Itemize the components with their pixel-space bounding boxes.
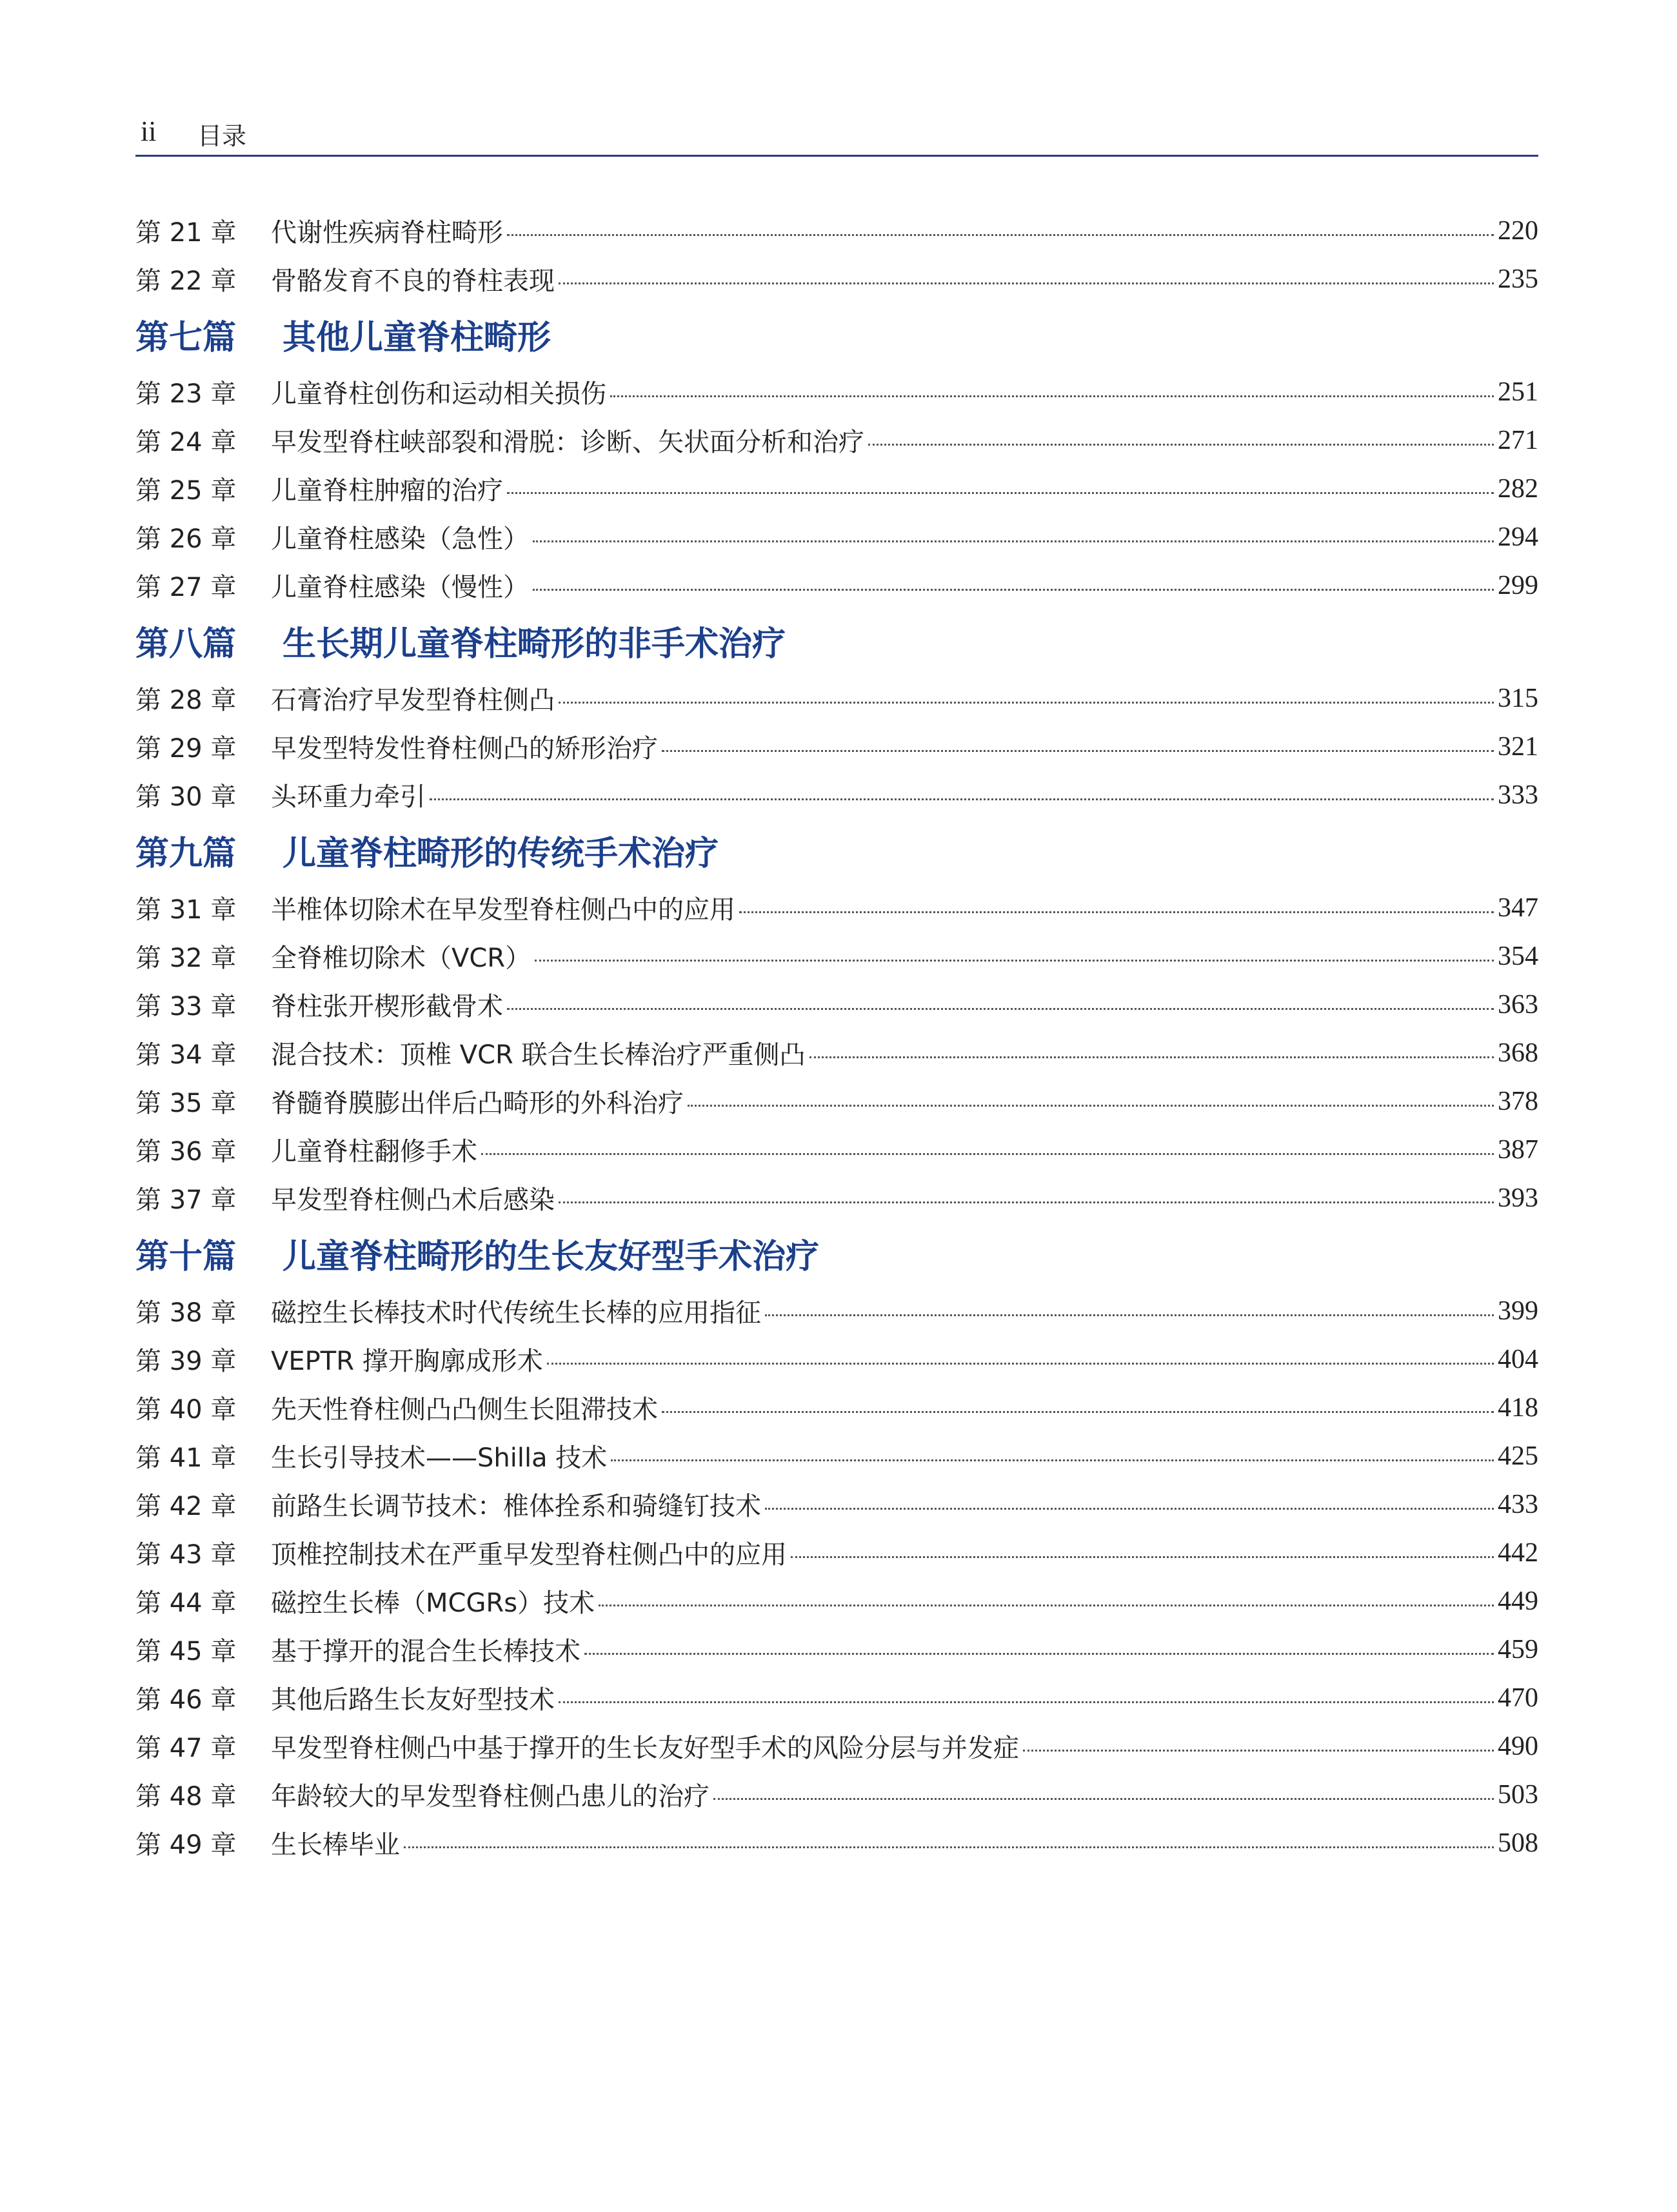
toc-entry[interactable] <box>135 1770 1538 1819</box>
page-ref: 418 <box>1498 1392 1538 1423</box>
chapter-label: 第 48 章 <box>135 1782 237 1812</box>
chapter-label: 第 34 章 <box>135 1040 237 1070</box>
toc-entry[interactable] <box>135 464 1538 513</box>
chapter-title: 前路生长调节技术：椎体拴系和骑缝钉技术 <box>271 1492 761 1521</box>
dot-leader <box>507 1008 1494 1010</box>
chapter-label: 第 32 章 <box>135 943 237 973</box>
chapter-title: 全脊椎切除术（VCR） <box>271 943 531 973</box>
chapter-label: 第 43 章 <box>135 1540 237 1570</box>
toc-entry[interactable] <box>135 1722 1538 1770</box>
chapter-title: 儿童脊柱感染（急性） <box>271 524 529 554</box>
chapter-title: 年龄较大的早发型脊柱侧凸患儿的治疗 <box>271 1782 710 1812</box>
toc-entry[interactable] <box>135 1577 1538 1625</box>
chapter-title: 代谢性疾病脊柱畸形 <box>271 218 503 248</box>
page-ref: 294 <box>1498 522 1538 552</box>
dot-leader <box>1023 1750 1494 1752</box>
chapter-label: 第 29 章 <box>135 734 237 764</box>
chapter-label: 第 21 章 <box>135 218 237 248</box>
page-ref: 315 <box>1498 683 1538 713</box>
chapter-label: 第 22 章 <box>135 266 237 296</box>
dot-leader <box>765 1314 1494 1316</box>
toc-entry[interactable] <box>135 1125 1538 1174</box>
page-ref: 508 <box>1498 1828 1538 1858</box>
page-number: ii <box>141 115 157 147</box>
page-ref: 503 <box>1498 1779 1538 1810</box>
chapter-label: 第 47 章 <box>135 1733 237 1763</box>
toc-entry[interactable] <box>135 513 1538 561</box>
page-ref: 425 <box>1498 1441 1538 1471</box>
toc-entry[interactable] <box>135 771 1538 819</box>
chapter-title: 生长棒毕业 <box>271 1830 400 1860</box>
dot-leader <box>610 395 1494 397</box>
page-ref: 282 <box>1498 473 1538 504</box>
part-heading <box>135 306 1538 368</box>
toc-section <box>135 206 1538 303</box>
chapter-title: 早发型脊柱侧凸术后感染 <box>271 1185 555 1215</box>
chapter-title: 基于撑开的混合生长棒技术 <box>271 1637 580 1666</box>
toc-entry[interactable] <box>135 980 1538 1029</box>
dot-leader <box>430 798 1494 800</box>
chapter-label: 第 28 章 <box>135 686 237 715</box>
dot-leader <box>533 589 1494 591</box>
chapter-label: 第 33 章 <box>135 992 237 1022</box>
chapter-title: 早发型脊柱峡部裂和滑脱：诊断、矢状面分析和治疗 <box>271 428 864 457</box>
dot-leader <box>584 1653 1494 1655</box>
chapter-label: 第 39 章 <box>135 1347 237 1376</box>
toc-section <box>135 1225 1538 1867</box>
dot-leader <box>535 960 1494 962</box>
toc-entry[interactable] <box>135 722 1538 771</box>
chapter-label: 第 24 章 <box>135 428 237 457</box>
toc-entry[interactable] <box>135 206 1538 255</box>
page-ref: 470 <box>1498 1683 1538 1713</box>
chapter-label: 第 26 章 <box>135 524 237 554</box>
part-heading <box>135 822 1538 884</box>
chapter-title: 骨骼发育不良的脊柱表现 <box>271 266 555 296</box>
part-label: 第七篇 <box>135 319 237 357</box>
dot-leader <box>765 1508 1494 1510</box>
chapter-label: 第 45 章 <box>135 1637 237 1666</box>
chapter-title: 脊柱张开楔形截骨术 <box>271 992 503 1022</box>
chapter-label: 第 38 章 <box>135 1298 237 1328</box>
dot-leader <box>507 492 1494 494</box>
chapter-label: 第 35 章 <box>135 1089 237 1118</box>
toc-entry[interactable] <box>135 932 1538 980</box>
toc-entry[interactable] <box>135 1383 1538 1432</box>
chapter-title: VEPTR 撑开胸廓成形术 <box>271 1347 543 1376</box>
toc-entry[interactable] <box>135 1335 1538 1383</box>
part-heading <box>135 612 1538 674</box>
toc-entry[interactable] <box>135 368 1538 416</box>
page-ref: 321 <box>1498 731 1538 762</box>
toc-entry[interactable] <box>135 884 1538 932</box>
page-ref: 393 <box>1498 1183 1538 1213</box>
chapter-title: 磁控生长棒技术时代传统生长棒的应用指征 <box>271 1298 761 1328</box>
page-ref: 235 <box>1498 264 1538 294</box>
page-ref: 220 <box>1498 215 1538 246</box>
chapter-title: 儿童脊柱肿瘤的治疗 <box>271 476 503 506</box>
dot-leader <box>559 702 1494 704</box>
chapter-label: 第 31 章 <box>135 895 237 925</box>
toc-entry[interactable] <box>135 1174 1538 1222</box>
page-ref: 404 <box>1498 1344 1538 1374</box>
toc-section <box>135 306 1538 609</box>
dot-leader <box>611 1459 1494 1461</box>
toc-entry[interactable] <box>135 674 1538 722</box>
chapter-title: 儿童脊柱创伤和运动相关损伤 <box>271 379 606 409</box>
toc-entry[interactable] <box>135 1625 1538 1674</box>
toc-entry[interactable] <box>135 1674 1538 1722</box>
page-ref: 490 <box>1498 1731 1538 1761</box>
chapter-label: 第 42 章 <box>135 1492 237 1521</box>
chapter-title: 儿童脊柱翻修手术 <box>271 1137 477 1167</box>
chapter-label: 第 49 章 <box>135 1830 237 1860</box>
dot-leader <box>809 1056 1494 1058</box>
header-title: 目录 <box>197 122 247 150</box>
table-of-contents <box>135 206 1538 1867</box>
chapter-label: 第 23 章 <box>135 379 237 409</box>
chapter-title: 早发型特发性脊柱侧凸的矫形治疗 <box>271 734 658 764</box>
dot-leader <box>791 1556 1494 1558</box>
toc-entry[interactable] <box>135 1819 1538 1867</box>
chapter-title: 石膏治疗早发型脊柱侧凸 <box>271 686 555 715</box>
toc-entry[interactable] <box>135 1432 1538 1480</box>
chapter-label: 第 27 章 <box>135 573 237 602</box>
page-ref: 459 <box>1498 1634 1538 1664</box>
page-header <box>135 110 1538 157</box>
part-title: 儿童脊柱畸形的生长友好型手术治疗 <box>283 1238 820 1276</box>
part-title: 其他儿童脊柱畸形 <box>283 319 551 357</box>
chapter-label: 第 36 章 <box>135 1137 237 1167</box>
dot-leader <box>662 1411 1494 1413</box>
page-ref: 271 <box>1498 425 1538 455</box>
chapter-title: 头环重力牵引 <box>271 782 426 812</box>
toc-entry[interactable] <box>135 1480 1538 1528</box>
chapter-title: 早发型脊柱侧凸中基于撑开的生长友好型手术的风险分层与并发症 <box>271 1733 1019 1763</box>
chapter-title: 混合技术：顶椎 VCR 联合生长棒治疗严重侧凸 <box>271 1040 806 1070</box>
page-ref: 251 <box>1498 377 1538 407</box>
page-ref: 299 <box>1498 570 1538 600</box>
chapter-label: 第 30 章 <box>135 782 237 812</box>
toc-section <box>135 612 1538 819</box>
toc-entry[interactable] <box>135 255 1538 303</box>
page-ref: 433 <box>1498 1489 1538 1519</box>
chapter-title: 半椎体切除术在早发型脊柱侧凸中的应用 <box>271 895 735 925</box>
dot-leader <box>547 1363 1494 1365</box>
chapter-title: 儿童脊柱感染（慢性） <box>271 573 529 602</box>
part-heading <box>135 1225 1538 1287</box>
chapter-label: 第 44 章 <box>135 1588 237 1618</box>
page-ref: 449 <box>1498 1586 1538 1616</box>
chapter-title: 先天性脊柱侧凸凸侧生长阻滞技术 <box>271 1395 658 1425</box>
chapter-title: 顶椎控制技术在严重早发型脊柱侧凸中的应用 <box>271 1540 787 1570</box>
chapter-title: 其他后路生长友好型技术 <box>271 1685 555 1715</box>
dot-leader <box>713 1798 1494 1800</box>
chapter-label: 第 41 章 <box>135 1443 237 1473</box>
dot-leader <box>481 1153 1494 1155</box>
page-ref: 333 <box>1498 780 1538 810</box>
chapter-title: 磁控生长棒（MCGRs）技术 <box>271 1588 595 1618</box>
chapter-title: 脊髓脊膜膨出伴后凸畸形的外科治疗 <box>271 1089 684 1118</box>
part-title: 生长期儿童脊柱畸形的非手术治疗 <box>283 625 786 664</box>
chapter-label: 第 40 章 <box>135 1395 237 1425</box>
toc-entry[interactable] <box>135 1287 1538 1335</box>
part-title: 儿童脊柱畸形的传统手术治疗 <box>283 834 719 873</box>
part-label: 第十篇 <box>135 1238 237 1276</box>
page-ref: 368 <box>1498 1038 1538 1068</box>
dot-leader <box>868 444 1494 446</box>
chapter-label: 第 25 章 <box>135 476 237 506</box>
toc-section <box>135 822 1538 1222</box>
page-ref: 363 <box>1498 989 1538 1020</box>
toc-entry[interactable] <box>135 1029 1538 1077</box>
dot-leader <box>599 1605 1494 1606</box>
toc-entry[interactable] <box>135 1528 1538 1577</box>
part-label: 第八篇 <box>135 625 237 664</box>
dot-leader <box>404 1846 1494 1848</box>
dot-leader <box>688 1105 1494 1107</box>
dot-leader <box>533 540 1494 542</box>
chapter-title: 生长引导技术——Shilla 技术 <box>271 1443 608 1473</box>
toc-entry[interactable] <box>135 1077 1538 1125</box>
page-ref: 387 <box>1498 1134 1538 1165</box>
part-label: 第九篇 <box>135 834 237 873</box>
dot-leader <box>559 1701 1494 1703</box>
chapter-label: 第 37 章 <box>135 1185 237 1215</box>
dot-leader <box>507 234 1494 236</box>
dot-leader <box>559 1201 1494 1203</box>
dot-leader <box>559 282 1494 284</box>
dot-leader <box>662 750 1494 752</box>
page-ref: 354 <box>1498 941 1538 971</box>
page-ref: 347 <box>1498 893 1538 923</box>
page-ref: 442 <box>1498 1537 1538 1568</box>
chapter-label: 第 46 章 <box>135 1685 237 1715</box>
dot-leader <box>739 911 1494 913</box>
page-ref: 378 <box>1498 1086 1538 1116</box>
toc-entry[interactable] <box>135 561 1538 609</box>
page-ref: 399 <box>1498 1296 1538 1326</box>
toc-entry[interactable] <box>135 416 1538 464</box>
